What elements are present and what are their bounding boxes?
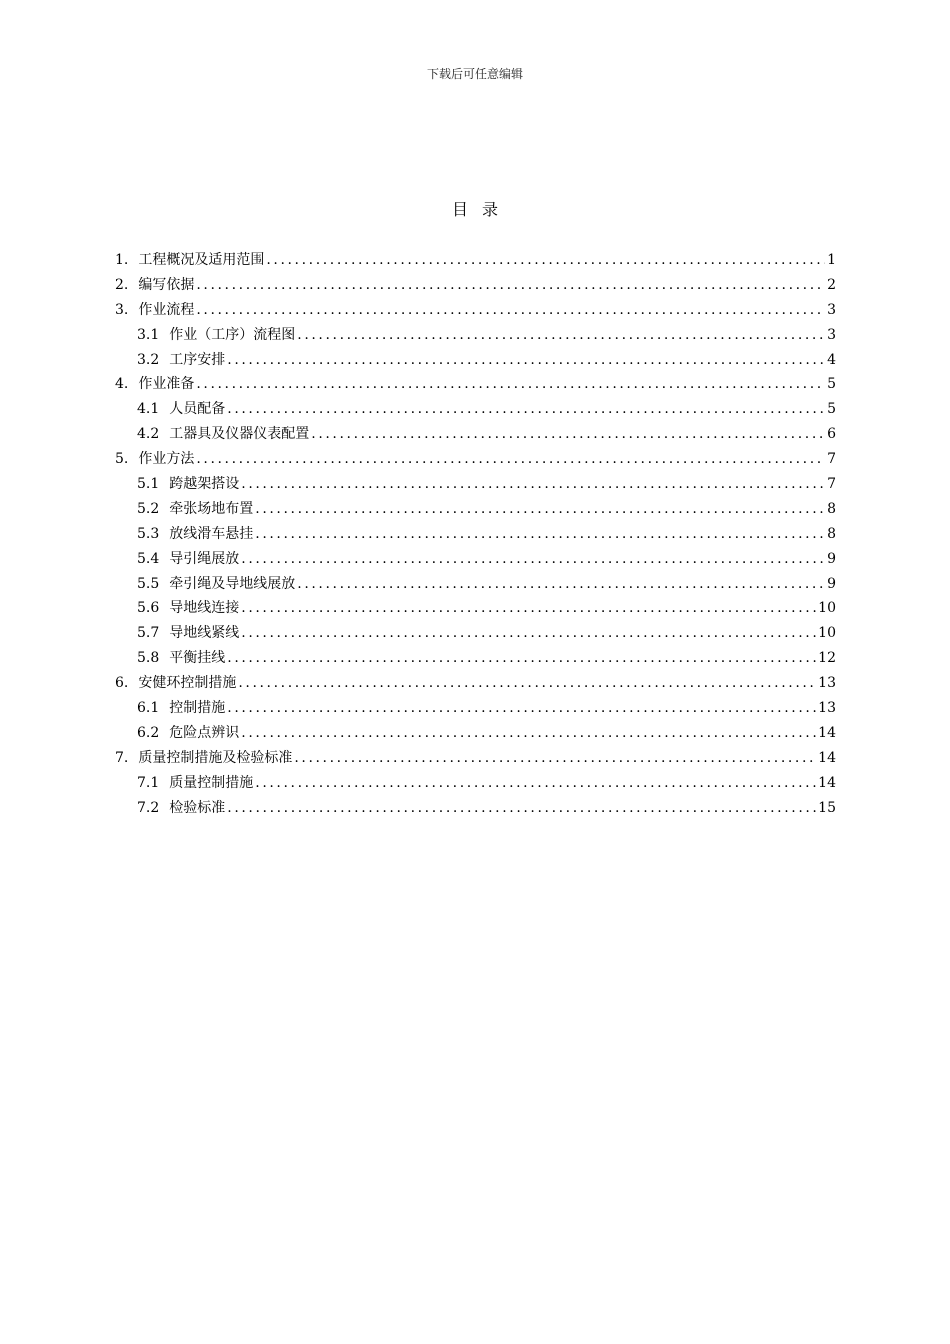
toc-entry-number: 3.2	[137, 351, 160, 368]
toc-dot-leader	[295, 572, 825, 597]
toc-entry[interactable]	[115, 671, 836, 696]
toc-entry-number: 5.3	[137, 525, 160, 542]
toc-entry-page-number: 12	[818, 650, 836, 667]
toc-dot-leader	[239, 472, 825, 497]
toc-entry[interactable]	[115, 248, 836, 273]
toc-dot-leader	[253, 497, 825, 522]
toc-entry-title: 导引绳展放	[169, 550, 240, 567]
toc-entry-title: 质量控制措施	[169, 774, 254, 791]
toc-entry-page-number: 4	[827, 351, 836, 368]
toc-dot-leader	[264, 248, 825, 273]
toc-entry-page-number: 3	[827, 326, 836, 343]
toc-dot-leader	[292, 746, 816, 771]
toc-entry-page-number: 2	[827, 276, 836, 293]
toc-entry-page-number: 8	[827, 525, 836, 542]
toc-dot-leader	[239, 621, 816, 646]
toc-entry-title: 工器具及仪器仪表配置	[169, 426, 310, 443]
toc-title: 目录	[451, 200, 512, 219]
toc-entry-title: 编写依据	[138, 276, 195, 293]
toc-entry-page-number: 6	[827, 426, 836, 443]
toc-entry-page-number: 14	[818, 749, 836, 766]
toc-dot-leader	[239, 547, 825, 572]
toc-entry-number: 7.	[115, 749, 129, 766]
toc-entry[interactable]	[115, 323, 836, 348]
toc-entry-title: 工程概况及适用范围	[138, 252, 265, 268]
toc-entry[interactable]	[115, 397, 836, 422]
toc-dot-leader	[194, 298, 825, 323]
toc-entry-number: 6.2	[137, 724, 160, 741]
toc-entry-page-number: 3	[827, 301, 836, 318]
toc-entry-number: 4.1	[137, 401, 160, 418]
toc-dot-leader	[225, 646, 816, 671]
toc-entry[interactable]	[115, 596, 836, 621]
toc-entry-title: 作业流程	[138, 301, 195, 318]
toc-entry-page-number: 9	[827, 575, 836, 592]
toc-dot-leader	[239, 596, 816, 621]
toc-entry-title: 安健环控制措施	[138, 675, 237, 692]
toc-entry-number: 2.	[115, 276, 129, 293]
toc-entry-number: 5.4	[137, 550, 160, 567]
toc-entry-number: 5.8	[137, 650, 160, 667]
toc-entry-title: 牵张场地布置	[169, 500, 254, 517]
toc-entry[interactable]	[115, 646, 836, 671]
toc-entry-number: 5.6	[137, 600, 160, 617]
toc-entry-page-number: 8	[827, 500, 836, 517]
toc-dot-leader	[225, 796, 816, 821]
toc-entry-title: 作业方法	[138, 451, 195, 468]
toc-entry-title: 质量控制措施及检验标准	[138, 749, 293, 766]
toc-entry-page-number: 13	[818, 700, 836, 717]
toc-entry-page-number: 10	[818, 625, 836, 642]
toc-dot-leader	[295, 323, 825, 348]
toc-entry-number: 3.1	[137, 326, 160, 343]
toc-entry[interactable]	[115, 298, 836, 323]
toc-entry[interactable]	[115, 721, 836, 746]
toc-entry-title: 导地线连接	[169, 600, 240, 617]
toc-entry[interactable]	[115, 348, 836, 373]
toc-entry[interactable]	[115, 621, 836, 646]
toc-dot-leader	[236, 671, 816, 696]
toc-entry-number: 7.1	[137, 774, 160, 791]
table-of-contents	[115, 248, 836, 820]
toc-entry-title: 工序安排	[169, 351, 226, 368]
toc-entry-number: 5.5	[137, 575, 160, 592]
toc-entry[interactable]	[115, 447, 836, 472]
toc-entry[interactable]	[115, 547, 836, 572]
toc-entry-number: 6.1	[137, 700, 160, 717]
toc-entry-title: 检验标准	[169, 799, 226, 816]
toc-entry-number: 5.7	[137, 625, 160, 642]
toc-entry[interactable]	[115, 796, 836, 821]
toc-entry[interactable]	[115, 746, 836, 771]
toc-entry-page-number: 1	[827, 252, 836, 268]
toc-dot-leader	[194, 372, 825, 397]
toc-entry[interactable]	[115, 497, 836, 522]
toc-entry-title: 平衡挂线	[169, 650, 226, 667]
toc-entry[interactable]	[115, 372, 836, 397]
toc-entry-number: 3.	[115, 301, 129, 318]
toc-entry-number: 1.	[115, 252, 129, 268]
toc-entry-title: 作业（工序）流程图	[169, 326, 296, 343]
toc-dot-leader	[253, 522, 825, 547]
toc-entry-number: 5.1	[137, 476, 160, 493]
toc-dot-leader	[194, 273, 825, 298]
toc-entry[interactable]	[115, 771, 836, 796]
toc-entry-page-number: 14	[818, 774, 836, 791]
toc-entry-page-number: 5	[827, 376, 836, 393]
header-note: 下载后可任意编辑	[426, 67, 523, 81]
toc-dot-leader	[225, 696, 816, 721]
toc-entry-page-number: 13	[818, 675, 836, 692]
toc-dot-leader	[225, 397, 825, 422]
toc-dot-leader	[194, 447, 825, 472]
toc-entry-number: 7.2	[137, 799, 160, 816]
toc-entry-number: 4.2	[137, 426, 160, 443]
toc-entry-page-number: 7	[827, 476, 836, 493]
toc-entry-page-number: 9	[827, 550, 836, 567]
toc-entry-title: 作业准备	[138, 376, 195, 393]
toc-entry-number: 5.	[115, 451, 129, 468]
toc-entry-title: 控制措施	[169, 700, 226, 717]
toc-entry-page-number: 7	[827, 451, 836, 468]
toc-dot-leader	[309, 422, 825, 447]
toc-entry-page-number: 5	[827, 401, 836, 418]
toc-entry-title: 放线滑车悬挂	[169, 525, 254, 542]
toc-dot-leader	[225, 348, 825, 373]
toc-dot-leader	[253, 771, 816, 796]
toc-entry[interactable]	[115, 273, 836, 298]
toc-entry[interactable]	[115, 522, 836, 547]
toc-entry-number: 5.2	[137, 500, 160, 517]
toc-entry-page-number: 14	[818, 724, 836, 741]
toc-entry-number: 6.	[115, 675, 129, 692]
toc-entry-title: 危险点辨识	[169, 724, 240, 741]
toc-dot-leader	[239, 721, 816, 746]
toc-entry-title: 导地线紧线	[169, 625, 240, 642]
toc-entry[interactable]	[115, 696, 836, 721]
toc-entry[interactable]	[115, 572, 836, 597]
toc-entry-page-number: 10	[818, 600, 836, 617]
toc-entry-title: 人员配备	[169, 401, 226, 418]
toc-entry-title: 跨越架搭设	[169, 476, 240, 493]
toc-entry[interactable]	[115, 422, 836, 447]
toc-entry-number: 4.	[115, 376, 129, 393]
toc-entry-title: 牵引绳及导地线展放	[169, 575, 296, 592]
toc-entry[interactable]	[115, 472, 836, 497]
toc-entry-page-number: 15	[818, 799, 836, 816]
